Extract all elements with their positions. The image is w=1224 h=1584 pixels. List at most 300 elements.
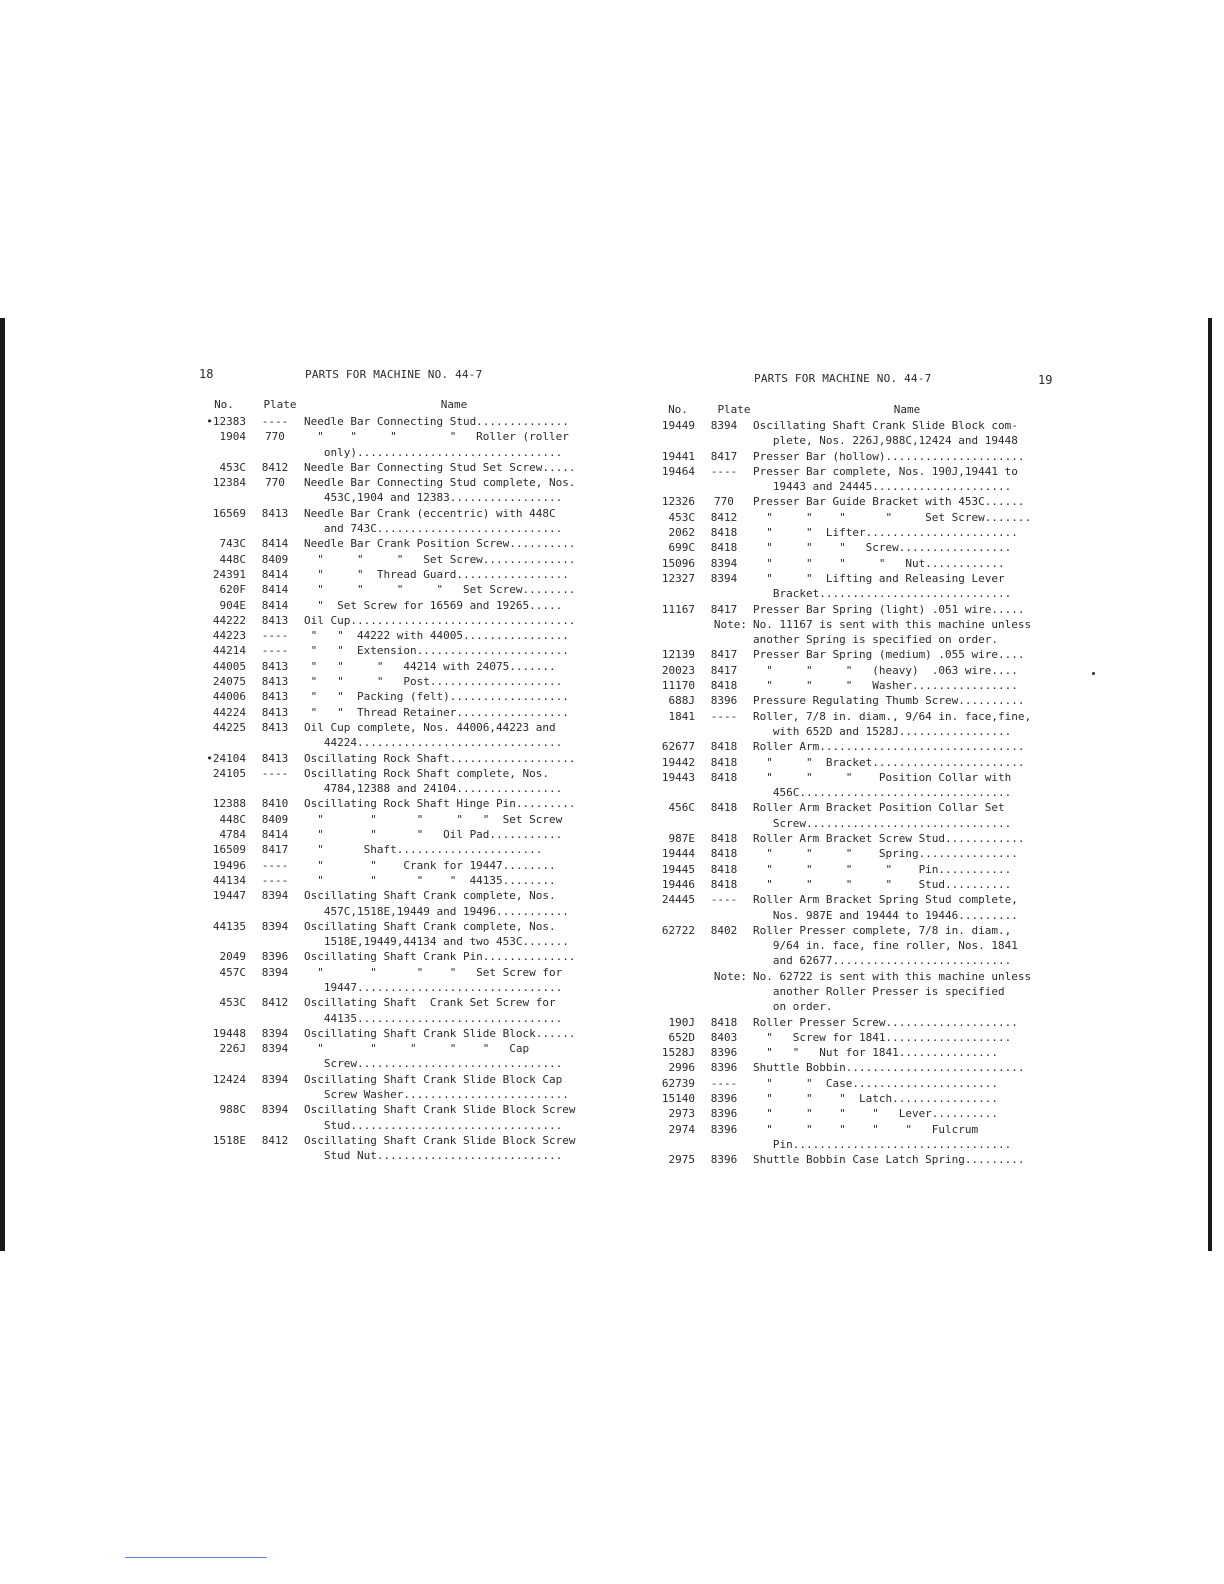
part-number: 453C (219, 460, 246, 474)
part-number: 11170 (661, 679, 695, 693)
part-name: on order. (753, 1000, 833, 1014)
plate-number: 8418 (710, 1015, 738, 1029)
part-number (641, 724, 695, 739)
part-name: Oscillating Shaft Crank Pin.............. (304, 950, 576, 964)
part-name: " " Bracket....................... (753, 755, 1025, 769)
parts-row (192, 980, 600, 995)
part-name: Needle Bar Crank Position Screw.......... (304, 537, 576, 551)
parts-row (192, 1087, 600, 1102)
plate-number (246, 1148, 304, 1163)
left-col-no-header: No. (214, 398, 234, 411)
left-page-header: PARTS FOR MACHINE NO. 44-7 (305, 368, 483, 381)
left-col-plate-header: Plate (263, 398, 297, 411)
plate-number (246, 1056, 304, 1071)
plate-number: 8417 (710, 663, 738, 677)
plate-number: 8417 (710, 602, 738, 616)
part-number: 226J (219, 1042, 246, 1056)
parts-row (641, 831, 1051, 846)
part-name: 19443 and 24445..................... (753, 480, 1012, 494)
parts-row (641, 510, 1051, 525)
parts-row (192, 1026, 600, 1041)
part-name: " " Nut for 1841............... (753, 1046, 999, 1060)
plate-number: ---- (710, 709, 738, 723)
parts-row (641, 418, 1051, 433)
part-number: 2062 (668, 526, 695, 540)
part-number: •24104 (206, 751, 246, 765)
part-number: 12326 (661, 495, 695, 509)
plate-number (246, 980, 304, 995)
part-number: 448C (219, 812, 246, 826)
plate-number: 8418 (710, 832, 738, 846)
part-number: 12139 (661, 648, 695, 662)
part-name: Oscillating Shaft Crank Slide Block Screw (304, 1133, 576, 1147)
part-number: 620F (219, 583, 246, 597)
part-number: 44214 (212, 644, 246, 658)
plate-number: 8417 (710, 449, 738, 463)
part-number: 20023 (661, 663, 695, 677)
part-number: 2973 (668, 1107, 695, 1121)
plate-number: 8396 (710, 1061, 738, 1075)
part-name: Oscillating Rock Shaft................... (304, 751, 576, 765)
plate-number: 8394 (261, 965, 289, 979)
plate-number: 8413 (261, 720, 289, 734)
part-name: " " Packing (felt).................. (304, 690, 569, 704)
parts-row (641, 678, 1051, 693)
parts-row (192, 445, 600, 460)
note-row (641, 969, 1051, 984)
plate-number (246, 521, 304, 536)
part-name: 9/64 in. face, fine roller, Nos. 1841 (753, 939, 1018, 953)
part-name: " " Thread Retainer................. (304, 705, 569, 719)
part-name: Presser Bar Guide Bracket with 453C...... (753, 495, 1025, 509)
part-number (192, 1087, 246, 1102)
part-name: Oscillating Rock Shaft Hinge Pin......... (304, 797, 576, 811)
parts-row (192, 1133, 600, 1148)
part-name: " " " " 44135........ (304, 873, 556, 887)
part-number: 24075 (212, 675, 246, 689)
parts-row (192, 1056, 600, 1071)
plate-number: 8409 (261, 812, 289, 826)
parts-row (641, 785, 1051, 800)
parts-row (192, 460, 600, 475)
parts-row (641, 770, 1051, 785)
part-number: 2996 (668, 1061, 695, 1075)
plate-number: 8412 (710, 510, 738, 524)
part-name: with 652D and 1528J................. (753, 724, 1012, 738)
part-number: 19448 (212, 1026, 246, 1040)
plate-number: 8414 (261, 583, 289, 597)
part-name: Oscillating Shaft Crank Slide Block...... (304, 1026, 576, 1040)
part-number: 16569 (212, 506, 246, 520)
plate-number: 8413 (261, 751, 289, 765)
part-number: 19444 (661, 847, 695, 861)
parts-row (192, 812, 600, 827)
plate-number: 8396 (710, 694, 738, 708)
plate-number: 8418 (710, 877, 738, 891)
part-number (641, 433, 695, 448)
part-name: Oscillating Shaft Crank complete, Nos. (304, 919, 556, 933)
part-number: 62739 (661, 1076, 695, 1090)
plate-number (695, 724, 753, 739)
parts-row (641, 1030, 1051, 1045)
plate-number: 8414 (261, 828, 289, 842)
part-name: " " " Latch................ (753, 1092, 999, 1106)
part-name: Screw............................... (304, 1057, 563, 1071)
plate-number: 8394 (261, 1072, 289, 1086)
part-name: plete, Nos. 226J,988C,12424 and 19448 (753, 434, 1018, 448)
right-col-no-header: No. (668, 403, 688, 416)
part-name: " " " " " Set Screw (304, 812, 563, 826)
part-number: 44224 (212, 705, 246, 719)
note-row (641, 617, 1051, 632)
part-number: 1518E (212, 1133, 246, 1147)
part-name: 453C,1904 and 12383................. (304, 491, 563, 505)
plate-number (246, 904, 304, 919)
parts-row (641, 862, 1051, 877)
part-number: 15140 (661, 1092, 695, 1106)
plate-number: 8403 (710, 1030, 738, 1044)
parts-row (192, 490, 600, 505)
part-name: 456C................................ (753, 786, 1012, 800)
plate-number: 8396 (710, 1122, 738, 1136)
plate-number (695, 785, 753, 800)
part-number: 457C (219, 965, 246, 979)
plate-number: ---- (710, 893, 738, 907)
parts-row (641, 755, 1051, 770)
part-name: " " Lifter....................... (753, 526, 1018, 540)
part-number: 2975 (668, 1153, 695, 1167)
part-name: Nos. 987E and 19444 to 19446......... (753, 908, 1018, 922)
part-name: Roller Presser Screw.................... (753, 1015, 1018, 1029)
parts-row (192, 873, 600, 888)
plate-number (246, 735, 304, 750)
part-name: " " " " Stud.......... (753, 877, 1012, 891)
left-page-number: 18 (199, 367, 214, 381)
parts-row (192, 567, 600, 582)
plate-number (695, 999, 753, 1014)
parts-row (641, 800, 1051, 815)
plate-number (246, 490, 304, 505)
plate-number: 8418 (710, 526, 738, 540)
parts-row (192, 1148, 600, 1163)
right-page-number: 19 (1038, 373, 1053, 387)
parts-row (192, 720, 600, 735)
part-number: 12384 (212, 476, 246, 490)
plate-number: 8394 (710, 571, 738, 585)
plate-number (695, 938, 753, 953)
parts-row (641, 908, 1051, 923)
plate-number (695, 632, 753, 647)
plate-number: ---- (710, 1076, 738, 1090)
part-number: 453C (668, 510, 695, 524)
parts-row (192, 643, 600, 658)
part-number: 19447 (212, 889, 246, 903)
part-name: Needle Bar Connecting Stud.............. (304, 415, 569, 428)
parts-row (192, 965, 600, 980)
part-name: " " " " Set Screw........ (304, 583, 576, 597)
part-name: Roller Arm Bracket Screw Stud............ (753, 832, 1025, 846)
part-name: " " " " " Fulcrum (753, 1122, 979, 1136)
part-number: 743C (219, 537, 246, 551)
part-name: Presser Bar Spring (medium) .055 wire.... (753, 648, 1025, 662)
plate-number: 8418 (710, 847, 738, 861)
part-name: " " " Screw................. (753, 541, 1012, 555)
parts-row (641, 1015, 1051, 1030)
parts-row (641, 1045, 1051, 1060)
note-label: Note: (713, 617, 747, 631)
parts-row (641, 449, 1051, 464)
plate-number: 8412 (261, 996, 289, 1010)
plate-number (695, 908, 753, 923)
plate-number: 8396 (261, 950, 289, 964)
plate-number: 8413 (261, 705, 289, 719)
part-number: 62722 (661, 923, 695, 937)
parts-row (641, 709, 1051, 724)
parts-row (641, 586, 1051, 601)
part-name: Oscillating Shaft Crank Slide Block Cap (304, 1072, 563, 1086)
plate-number: 8396 (710, 1153, 738, 1167)
part-name: Needle Bar Crank (eccentric) with 448C (304, 506, 556, 520)
plate-number: ---- (261, 766, 289, 780)
part-name: " " Case...................... (753, 1076, 999, 1090)
part-name: Needle Bar Connecting Stud complete, Nos. (304, 476, 576, 490)
part-number: 12388 (212, 797, 246, 811)
part-number (641, 999, 695, 1014)
part-name: Oscillating Rock Shaft complete, Nos. (304, 766, 550, 780)
plate-number: ---- (261, 415, 289, 428)
part-name: Screw Washer......................... (304, 1088, 569, 1102)
note-label: Note: (713, 969, 747, 983)
plate-number: 8412 (261, 460, 289, 474)
part-name: Shuttle Bobbin........................... (753, 1061, 1025, 1075)
plate-number: 8418 (710, 862, 738, 876)
part-number (192, 735, 246, 750)
parts-row (192, 796, 600, 811)
part-name: and 743C............................ (304, 522, 563, 536)
plate-number (695, 816, 753, 831)
parts-row (192, 628, 600, 643)
part-number: •12383 (206, 415, 246, 428)
plate-number: 8418 (710, 740, 738, 754)
part-number: 44005 (212, 659, 246, 673)
part-name: 4784,12388 and 24104................ (304, 782, 563, 796)
parts-row (641, 816, 1051, 831)
part-name: " Shaft...................... (304, 843, 543, 857)
part-number: 12424 (212, 1072, 246, 1086)
part-name: " " 44222 with 44005................ (304, 629, 569, 643)
part-name: another Spring is specified on order. (753, 633, 999, 647)
part-number (192, 445, 246, 460)
plate-number: 770 (265, 430, 285, 444)
part-name: Roller, 7/8 in. diam., 9/64 in. face,fine, (753, 709, 1032, 723)
part-number: 2974 (668, 1122, 695, 1136)
parts-row (641, 892, 1051, 907)
part-number: 1841 (668, 709, 695, 723)
part-number: 62677 (661, 740, 695, 754)
part-name: " " " Washer................ (753, 679, 1018, 693)
part-name: Bracket............................. (753, 587, 1012, 601)
part-name: Oscillating Shaft Crank Set Screw for (304, 996, 556, 1010)
part-number: 987E (668, 832, 695, 846)
part-name: " " " " Set Screw....... (753, 510, 1032, 524)
parts-row (641, 1060, 1051, 1075)
parts-row (641, 938, 1051, 953)
plate-number (695, 1137, 753, 1152)
plate-number: 770 (714, 495, 734, 509)
parts-row (641, 999, 1051, 1014)
right-parts-list (641, 418, 1051, 1168)
part-name: " " " (heavy) .063 wire.... (753, 663, 1018, 677)
part-number: 15096 (661, 556, 695, 570)
part-name: Screw............................... (753, 816, 1012, 830)
part-number: 44006 (212, 690, 246, 704)
part-number (192, 904, 246, 919)
part-number (641, 632, 695, 647)
right-column-headers (651, 403, 1051, 416)
parts-row (192, 995, 600, 1010)
part-number: 19443 (661, 770, 695, 784)
footer-rule (125, 1557, 267, 1558)
parts-row (641, 540, 1051, 555)
plate-number: 770 (265, 476, 285, 490)
part-name: " " " " " Cap (304, 1042, 530, 1056)
parts-row (192, 949, 600, 964)
plate-number: 8394 (261, 1042, 289, 1056)
plate-number: 8418 (710, 770, 738, 784)
plate-number: 8396 (710, 1092, 738, 1106)
part-name: Oscillating Shaft Crank Slide Block com- (753, 419, 1018, 432)
part-number: 11167 (661, 602, 695, 616)
part-number: 652D (668, 1030, 695, 1044)
part-name: " " " Spring............... (753, 847, 1018, 861)
plate-number: 8396 (710, 1107, 738, 1121)
parts-row (192, 521, 600, 536)
plate-number: 8412 (261, 1133, 289, 1147)
plate-number (695, 984, 753, 999)
parts-row (641, 953, 1051, 968)
part-name: Oil Cup.................................. (304, 613, 576, 627)
plate-number: ---- (710, 464, 738, 478)
plate-number (246, 1087, 304, 1102)
part-number (641, 586, 695, 601)
part-number: 19441 (661, 449, 695, 463)
part-name: 19447............................... (304, 980, 563, 994)
plate-number (246, 1011, 304, 1026)
part-name: " Screw for 1841................... (753, 1030, 1012, 1044)
plate-number: 8414 (261, 537, 289, 551)
part-number (641, 785, 695, 800)
part-number (641, 1137, 695, 1152)
left-col-name-header: Name (440, 398, 468, 411)
parts-row (192, 1072, 600, 1087)
plate-number: 8396 (710, 1046, 738, 1060)
left-parts-list (192, 414, 600, 1164)
part-name: 1518E,19449,44134 and two 453C....... (304, 935, 569, 949)
parts-row (641, 525, 1051, 540)
part-number (641, 953, 695, 968)
part-name: " Set Screw for 16569 and 19265..... (304, 598, 563, 612)
parts-row (192, 904, 600, 919)
scan-edge-left (0, 318, 5, 1251)
parts-row (192, 858, 600, 873)
part-name: " " Thread Guard................. (304, 567, 569, 581)
part-name: Shuttle Bobbin Case Latch Spring......... (753, 1153, 1025, 1167)
plate-number: 8418 (710, 755, 738, 769)
part-number: 44135 (212, 919, 246, 933)
plate-number: 8413 (261, 675, 289, 689)
parts-row (641, 923, 1051, 938)
part-number: 19464 (661, 464, 695, 478)
part-number: 1528J (661, 1046, 695, 1060)
part-number: 19496 (212, 858, 246, 872)
parts-row (641, 846, 1051, 861)
part-number: 456C (668, 801, 695, 815)
plate-number: 8413 (261, 659, 289, 673)
part-number: 24391 (212, 567, 246, 581)
part-name: and 62677........................... (753, 954, 1012, 968)
part-number (641, 816, 695, 831)
part-number: 19445 (661, 862, 695, 876)
parts-row (192, 842, 600, 857)
plate-number: ---- (261, 629, 289, 643)
parts-row (192, 429, 600, 444)
parts-row (641, 602, 1051, 617)
plate-number: 8410 (261, 797, 289, 811)
part-number: 904E (219, 598, 246, 612)
plate-number: 8414 (261, 567, 289, 581)
part-name: " " Lifting and Releasing Lever (753, 571, 1005, 585)
part-name: " " " " Lever.......... (753, 1107, 999, 1121)
part-number: 688J (668, 694, 695, 708)
plate-number: ---- (261, 644, 289, 658)
parts-row (192, 613, 600, 628)
part-number: 44134 (212, 873, 246, 887)
part-number: 2049 (219, 950, 246, 964)
plate-number: 8414 (261, 598, 289, 612)
part-name: Oil Cup complete, Nos. 44006,44223 and (304, 720, 556, 734)
part-name: Needle Bar Connecting Stud Set Screw..... (304, 460, 576, 474)
parts-row (641, 693, 1051, 708)
parts-row (192, 536, 600, 551)
parts-row (641, 1076, 1051, 1091)
parts-row (192, 582, 600, 597)
part-name: " " " 44214 with 24075....... (304, 659, 556, 673)
plate-number: 8413 (261, 506, 289, 520)
parts-row (641, 663, 1051, 678)
part-number: 44223 (212, 629, 246, 643)
parts-row (641, 494, 1051, 509)
part-number (192, 1011, 246, 1026)
parts-row (192, 1041, 600, 1056)
part-name: Roller Arm Bracket Spring Stud complete, (753, 893, 1018, 907)
parts-row (192, 705, 600, 720)
note-text: No. 11167 is sent with this machine unless (753, 617, 1032, 631)
part-name: 44135............................... (304, 1011, 563, 1025)
parts-row (192, 598, 600, 613)
part-name: Pin................................. (753, 1137, 1012, 1151)
parts-row (641, 877, 1051, 892)
parts-row (192, 552, 600, 567)
parts-row (192, 934, 600, 949)
parts-row (641, 632, 1051, 647)
part-name: Pressure Regulating Thumb Screw.......... (753, 694, 1025, 708)
part-name: " " " " Roller (roller (304, 430, 569, 444)
parts-row (192, 475, 600, 490)
part-number (192, 934, 246, 949)
parts-row (641, 724, 1051, 739)
plate-number (246, 445, 304, 460)
part-number: 19446 (661, 877, 695, 891)
